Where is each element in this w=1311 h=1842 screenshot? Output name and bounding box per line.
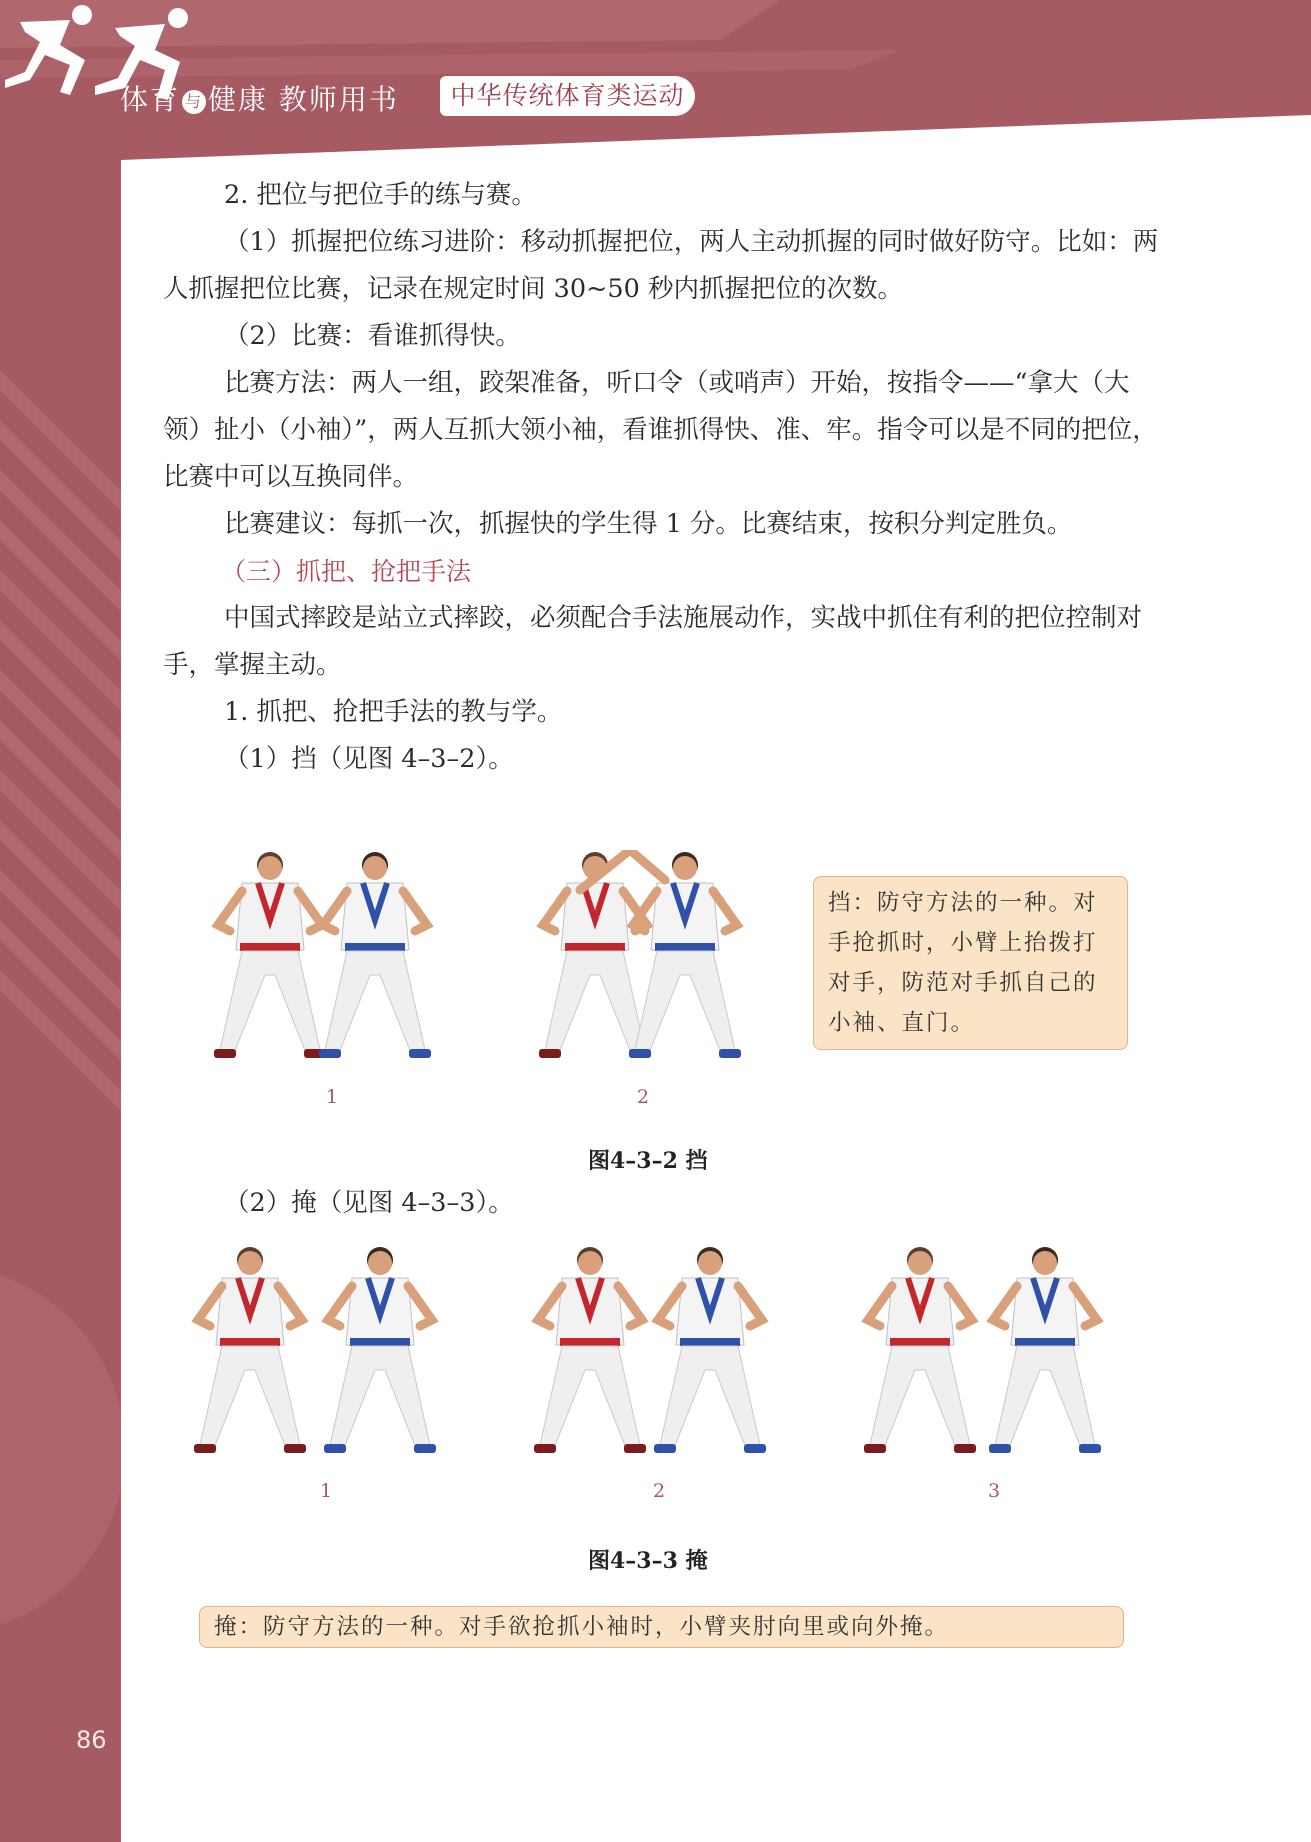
body-content: [163, 172, 1163, 783]
photo-1: [214, 852, 431, 1058]
photo-2: [534, 1247, 766, 1453]
figure-1-label-2: 2: [637, 1086, 650, 1108]
paragraph: （2）比赛：看谁抓得快。: [224, 321, 521, 351]
sidebar-pattern: [0, 0, 121, 1842]
page-number: 86: [76, 1726, 107, 1754]
figure-2-label-2: 2: [653, 1480, 666, 1502]
section-heading: （三）抓把、抢把手法: [221, 557, 472, 586]
left-sidebar-band: [0, 0, 121, 1842]
figure-1-note-box: 挡：防守方法的一种。对手抢抓时，小臂上抬拨打对手，防范对手抓自己的小袖、直门。: [813, 876, 1128, 1050]
book-title: 体育 与 健康 教师用书: [120, 83, 399, 116]
figure-2-label-3: 3: [988, 1480, 1001, 1502]
page-header: [0, 0, 1311, 160]
figure-4-3-2-photos: [185, 850, 785, 1075]
photo-1: [194, 1247, 436, 1453]
photo-3: [864, 1247, 1101, 1453]
runners-icon: [0, 0, 210, 110]
section-tab: 中华传统体育类运动: [440, 76, 695, 116]
paragraph: 比赛方法：两人一组，跤架准备，听口令（或哨声）开始，按指令——“拿大（大领）扯小（小袖）”，两人互抓大领小袖，看谁抓得快、准、牢。指令可以是不同的把位，比赛中可以互换同伴。: [163, 368, 1158, 492]
paragraph: （1）抓握把位练习进阶：移动抓握把位，两人主动抓握的同时做好防守。比如：两人抓握把位比赛，记录在规定时间 30~50 秒内抓握把位的次数。: [163, 227, 1159, 304]
paragraph: 比赛建议：每抓一次，抓握快的学生得 1 分。比赛结束，按积分判定胜负。: [224, 509, 1073, 539]
figure-2-note-box: 掩：防守方法的一种。对手欲抢抓小袖时，小臂夹肘向里或向外掩。: [199, 1606, 1124, 1648]
figure-4-3-3-photos: [165, 1245, 1165, 1470]
book-title-yu-mark: 与: [182, 90, 206, 114]
paragraph: （1）挡（见图 4–3–2）。: [224, 744, 514, 774]
paragraph: 2. 把位与把位手的练与赛。: [224, 180, 537, 210]
paragraph: 中国式摔跤是站立式摔跤，必须配合手法施展动作，实战中抓住有利的把位控制对手，掌握主动。: [163, 603, 1143, 680]
paragraph: （2）掩（见图 4–3–3）。: [224, 1188, 514, 1218]
figure-1-caption: 图4–3–2 挡: [588, 1148, 708, 1174]
figure-1-label-1: 1: [326, 1086, 339, 1108]
paragraph: 1. 抓把、抢把手法的教与学。: [224, 697, 563, 727]
photo-2: [539, 850, 741, 1058]
figure-2-caption: 图4–3–3 掩: [588, 1548, 708, 1574]
figure-2-label-1: 1: [320, 1480, 333, 1502]
